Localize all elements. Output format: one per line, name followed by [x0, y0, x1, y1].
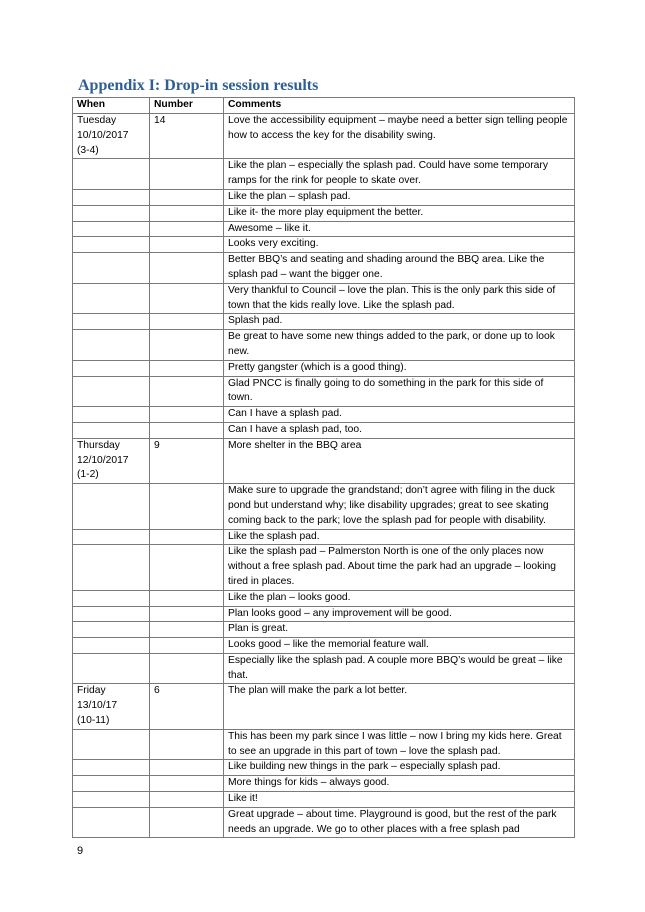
table-row [73, 590, 575, 606]
table-row [73, 653, 575, 684]
table-header-row [73, 98, 575, 114]
table-row [73, 360, 575, 376]
cell-number [150, 314, 224, 330]
cell-comment: Like the plan – looks good. [224, 590, 575, 606]
cell-number [150, 205, 224, 221]
cell-when: Friday 13/10/17 (10-11) [73, 684, 150, 729]
cell-comment: The plan will make the park a lot better. [224, 684, 575, 729]
cell-when [73, 189, 150, 205]
table-row [73, 253, 575, 284]
cell-when [73, 159, 150, 190]
cell-when [73, 729, 150, 760]
cell-comment: Like building new things in the park – especially splash pad. [224, 760, 575, 776]
cell-number [150, 237, 224, 253]
cell-when [73, 407, 150, 423]
cell-when [73, 376, 150, 407]
cell-when [73, 760, 150, 776]
table-row [73, 760, 575, 776]
cell-number [150, 376, 224, 407]
cell-number [150, 253, 224, 284]
cell-number [150, 221, 224, 237]
cell-when [73, 653, 150, 684]
results-table [72, 97, 575, 838]
cell-comment: Especially like the splash pad. A couple more BBQ’s would be great – like that. [224, 653, 575, 684]
cell-number [150, 529, 224, 545]
cell-comment: Plan is great. [224, 622, 575, 638]
cell-number: 9 [150, 438, 224, 483]
table-row [73, 237, 575, 253]
table-row [73, 729, 575, 760]
table-row [73, 684, 575, 729]
cell-comment: Like the splash pad. [224, 529, 575, 545]
cell-comment: Like the plan – especially the splash pad. Could have some temporary ramps for the rink for people to skate over. [224, 159, 575, 190]
cell-number [150, 653, 224, 684]
cell-number [150, 360, 224, 376]
cell-comment: Can I have a splash pad, too. [224, 422, 575, 438]
cell-number [150, 407, 224, 423]
cell-comment: Make sure to upgrade the grandstand; don’t agree with filing in the duck pond but understand why; like disability upgrades; great to see skating coming back to the park; love the splash pad for people with disability. [224, 484, 575, 529]
cell-when: Tuesday 10/10/2017 (3-4) [73, 114, 150, 159]
table-row [73, 545, 575, 590]
cell-comment: Looks good – like the memorial feature wall. [224, 638, 575, 654]
cell-number [150, 729, 224, 760]
cell-comment: This has been my park since I was little – now I bring my kids here. Great to see an upgrade in this part of town – love the splash pad. [224, 729, 575, 760]
cell-number [150, 545, 224, 590]
cell-comment: Great upgrade – about time. Playground is good, but the rest of the park needs an upgrade. We go to other places with a free splash pad [224, 807, 575, 838]
cell-comment: Very thankful to Council – love the plan. This is the only park this side of town that the kids really love. Like the splash pad. [224, 283, 575, 314]
table-row [73, 283, 575, 314]
header-number: Number [150, 98, 224, 114]
cell-when [73, 529, 150, 545]
table-row [73, 807, 575, 838]
table-row [73, 438, 575, 483]
page-title: Appendix I: Drop-in session results [78, 77, 319, 94]
cell-comment: Like it! [224, 792, 575, 808]
cell-comment: Like the plan – splash pad. [224, 189, 575, 205]
cell-when [73, 792, 150, 808]
cell-when [73, 205, 150, 221]
table-row [73, 776, 575, 792]
table-row [73, 376, 575, 407]
cell-number: 14 [150, 114, 224, 159]
cell-number [150, 189, 224, 205]
cell-when [73, 545, 150, 590]
cell-number [150, 159, 224, 190]
header-when: When [73, 98, 150, 114]
cell-comment: Like it- the more play equipment the better. [224, 205, 575, 221]
cell-number [150, 807, 224, 838]
cell-when [73, 237, 150, 253]
cell-when [73, 606, 150, 622]
cell-when [73, 590, 150, 606]
cell-number [150, 776, 224, 792]
table-row [73, 114, 575, 159]
header-comments: Comments [224, 98, 575, 114]
table-row [73, 484, 575, 529]
table-row [73, 205, 575, 221]
cell-when [73, 422, 150, 438]
cell-number [150, 760, 224, 776]
cell-comment: Better BBQ’s and seating and shading around the BBQ area. Like the splash pad – want the bigger one. [224, 253, 575, 284]
cell-comment: Pretty gangster (which is a good thing). [224, 360, 575, 376]
cell-when [73, 330, 150, 361]
cell-number: 6 [150, 684, 224, 729]
table-row [73, 221, 575, 237]
table-row [73, 189, 575, 205]
table-row [73, 638, 575, 654]
cell-when [73, 253, 150, 284]
table-row [73, 606, 575, 622]
cell-comment: More things for kids – always good. [224, 776, 575, 792]
cell-comment: Can I have a splash pad. [224, 407, 575, 423]
table-row [73, 792, 575, 808]
cell-comment: Splash pad. [224, 314, 575, 330]
cell-number [150, 422, 224, 438]
table-row [73, 314, 575, 330]
cell-number [150, 283, 224, 314]
cell-number [150, 606, 224, 622]
cell-when [73, 776, 150, 792]
table-row [73, 422, 575, 438]
cell-when [73, 622, 150, 638]
cell-when [73, 283, 150, 314]
table-row [73, 529, 575, 545]
cell-number [150, 622, 224, 638]
cell-when [73, 638, 150, 654]
cell-comment: Glad PNCC is finally going to do something in the park for this side of town. [224, 376, 575, 407]
cell-comment: Awesome – like it. [224, 221, 575, 237]
cell-when [73, 484, 150, 529]
cell-number [150, 330, 224, 361]
table-row [73, 330, 575, 361]
cell-when [73, 807, 150, 838]
cell-when [73, 314, 150, 330]
cell-comment: More shelter in the BBQ area [224, 438, 575, 483]
cell-number [150, 638, 224, 654]
cell-comment: Love the accessibility equipment – maybe need a better sign telling people how to access the key for the disability swing. [224, 114, 575, 159]
page-number: 9 [77, 845, 84, 857]
cell-when [73, 221, 150, 237]
cell-comment: Be great to have some new things added to the park, or done up to look new. [224, 330, 575, 361]
cell-comment: Looks very exciting. [224, 237, 575, 253]
cell-number [150, 590, 224, 606]
table-row [73, 622, 575, 638]
cell-when [73, 360, 150, 376]
table-row [73, 159, 575, 190]
cell-when: Thursday 12/10/2017 (1-2) [73, 438, 150, 483]
cell-number [150, 792, 224, 808]
cell-comment: Like the splash pad – Palmerston North is one of the only places now without a free splash pad. About time the park had an upgrade – looking tired in places. [224, 545, 575, 590]
cell-comment: Plan looks good – any improvement will be good. [224, 606, 575, 622]
table-row [73, 407, 575, 423]
cell-number [150, 484, 224, 529]
